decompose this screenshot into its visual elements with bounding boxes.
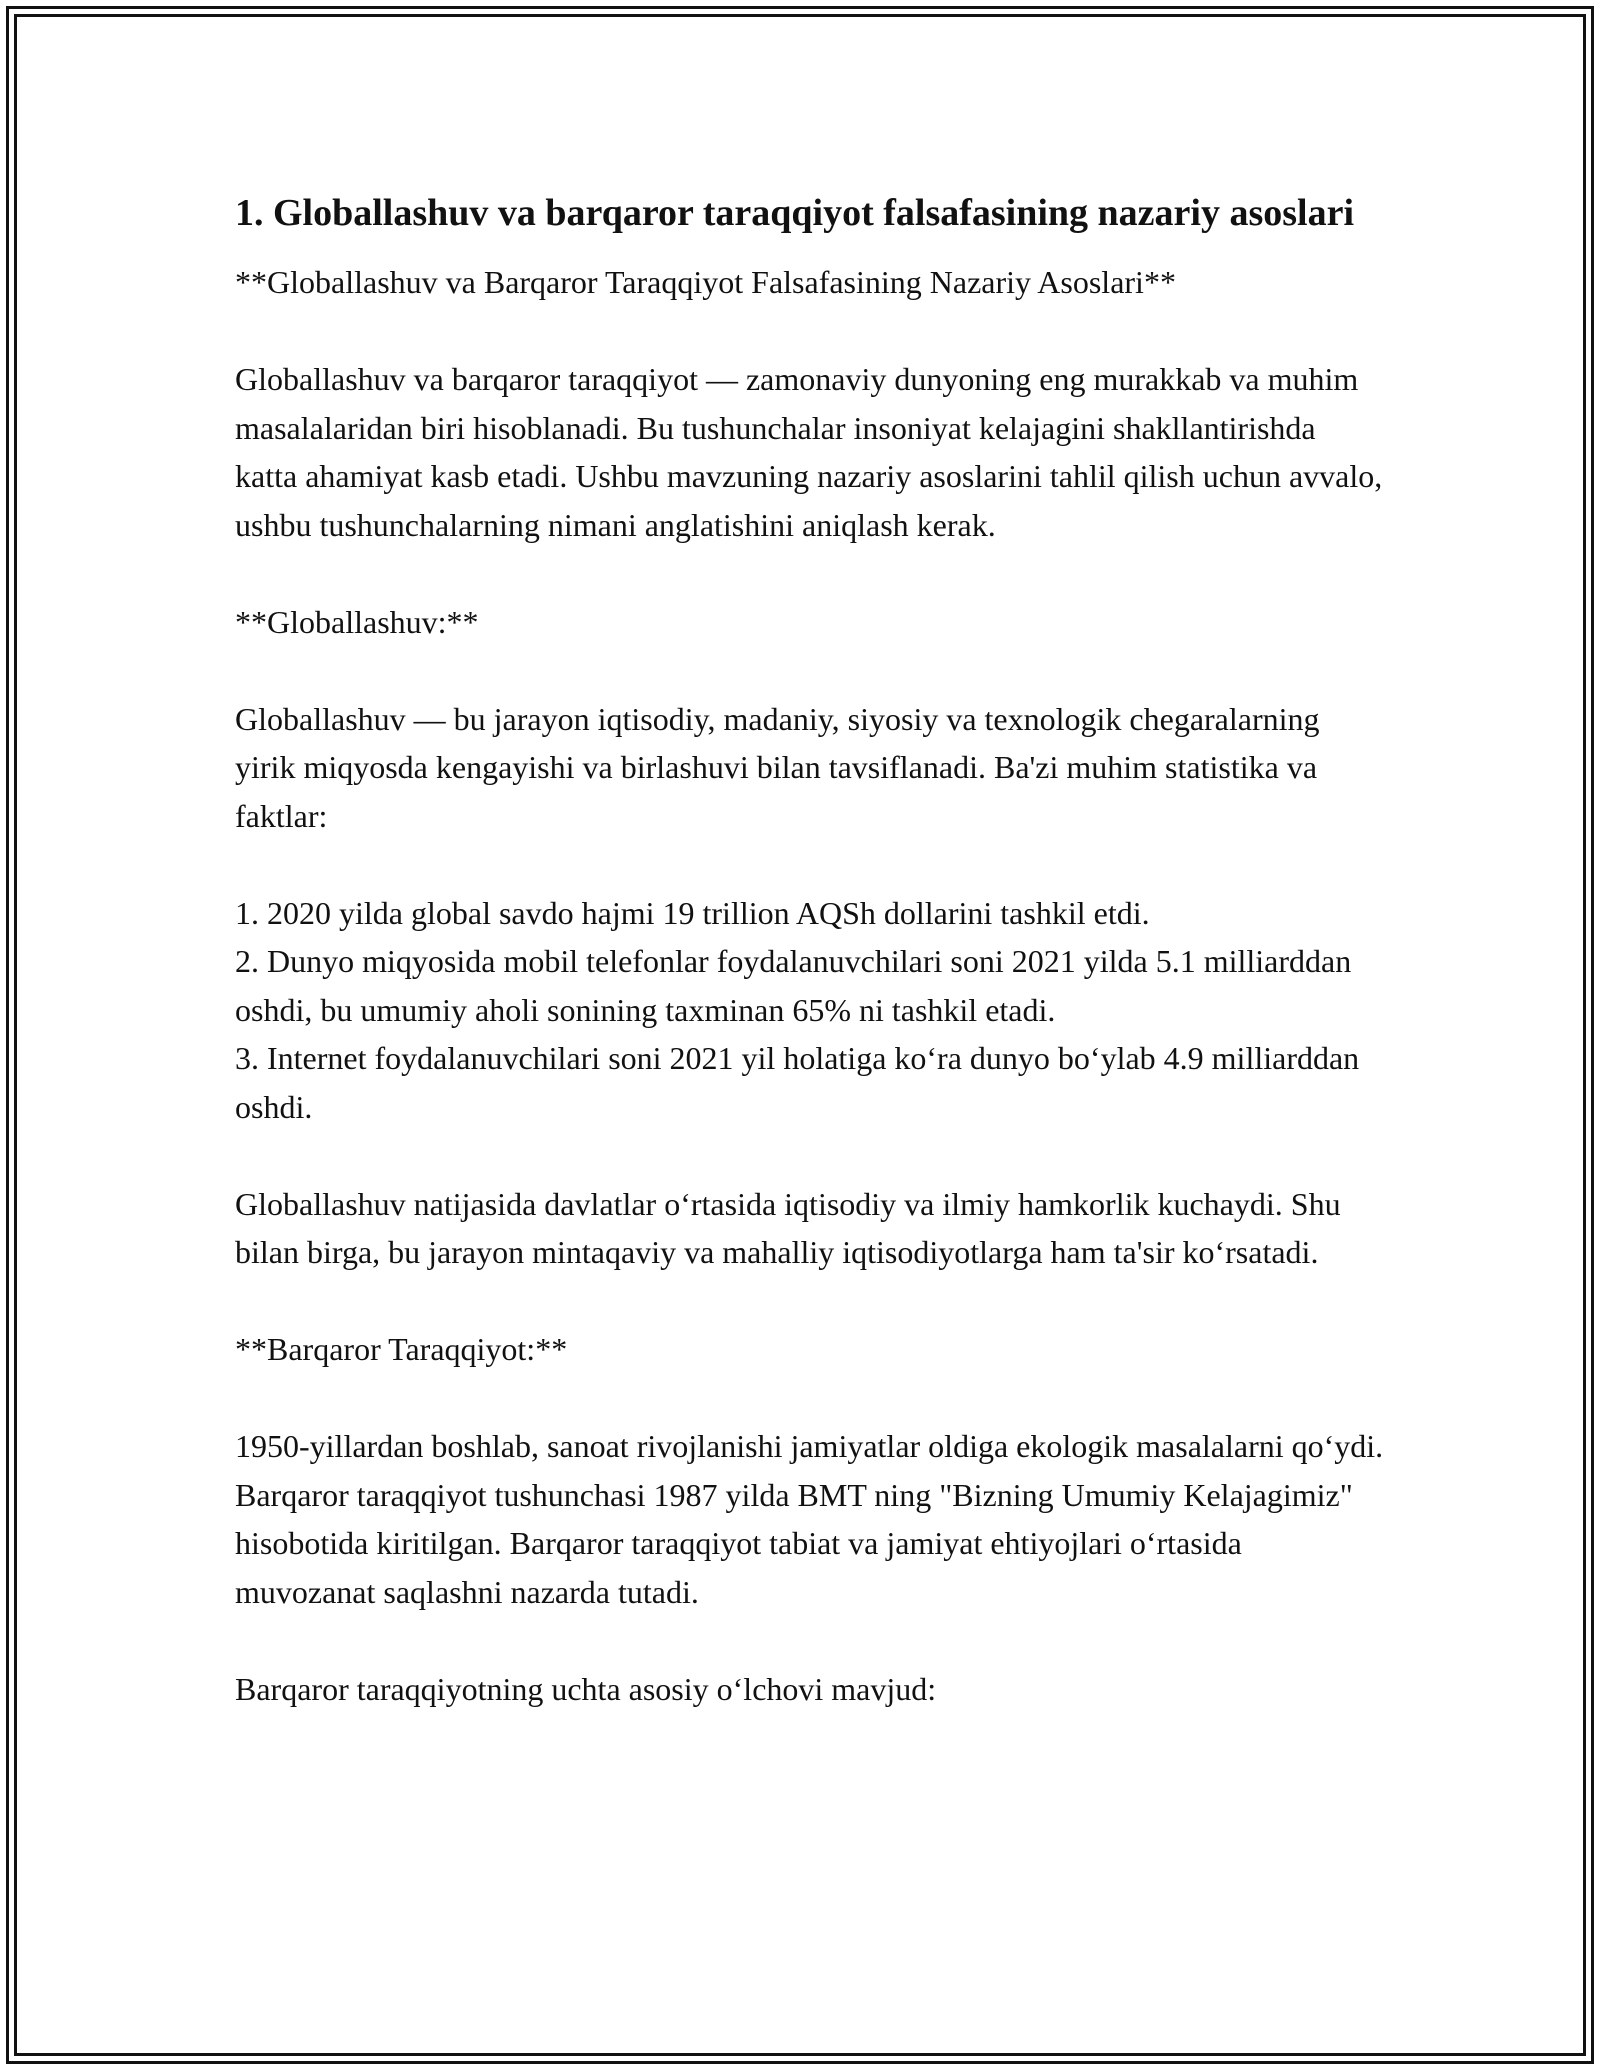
document-subtitle: **Globallashuv va Barqaror Taraqqiyot Falsafasining Nazariy Asoslari**: [235, 264, 1176, 300]
list-item: 1. 2020 yilda global savdo hajmi 19 trillion AQSh dollarini tashkil etdi.: [235, 894, 1150, 931]
document-heading: 1. Globallashuv va barqaror taraqqiyot falsafasining nazariy asoslari: [235, 192, 1355, 234]
globalization-facts-list: [235, 889, 1385, 1132]
sustainable-section-title: **Barqaror Taraqqiyot:**: [235, 1331, 568, 1367]
list-item: 2. Dunyo miqyosida mobil telefonlar foydalanuvchilari soni 2021 yilda 5.1 milliarddan oshdi, bu umumiy aholi sonining taxminan 65% ni tashkil etadi.: [235, 943, 1352, 1028]
document-body: [235, 186, 1385, 1713]
sustainable-dimensions-intro: Barqaror taraqqiyotning uchta asosiy o‘lchovi mavjud:: [235, 1670, 937, 1707]
globalization-section-title: **Globallashuv:**: [235, 603, 479, 640]
globalization-definition: Globallashuv — bu jarayon iqtisodiy, madaniy, siyosiy va texnologik chegaralarning yirik miqyosda kengayishi va birlashuvi bilan tavsiflanadi. Ba'zi muhim statistika va faktlar:: [235, 700, 1320, 834]
globalization-conclusion: Globallashuv natijasida davlatlar o‘rtasida iqtisodiy va ilmiy hamkorlik kuchaydi. Shu bilan birga, bu jarayon mintaqaviy va mahalliy iqtisodiyotlarga ham ta'sir ko‘rsatadi.: [235, 1185, 1341, 1270]
intro-paragraph: Globallashuv va barqaror taraqqiyot — zamonaviy dunyoning eng murakkab va muhim masalalaridan biri hisoblanadi. Bu tushunchalar insoniyat kelajagini shakllantirishda katta ahamiyat kasb etadi. Ushbu mavzuning nazariy asoslarini tahlil qilish uchun avvalo, ushbu tushunchalarning nimani anglatishini aniqlash kerak.: [235, 361, 1383, 543]
sustainable-history: 1950-yillardan boshlab, sanoat rivojlanishi jamiyatlar oldiga ekologik masalalarni qo‘ydi. Barqaror taraqqiyot tushunchasi 1987 yilda BMT ning "Bizning Umumiy Kelajagimiz" hisobotida kiritilgan. Barqaror taraqqiyot tabiat va jamiyat ehtiyojlari o‘rtasida muvozanat saqlashni nazarda tutadi.: [235, 1428, 1384, 1610]
list-item: 3. Internet foydalanuvchilari soni 2021 yil holatiga ko‘ra dunyo bo‘ylab 4.9 milliarddan oshdi.: [235, 1040, 1360, 1125]
